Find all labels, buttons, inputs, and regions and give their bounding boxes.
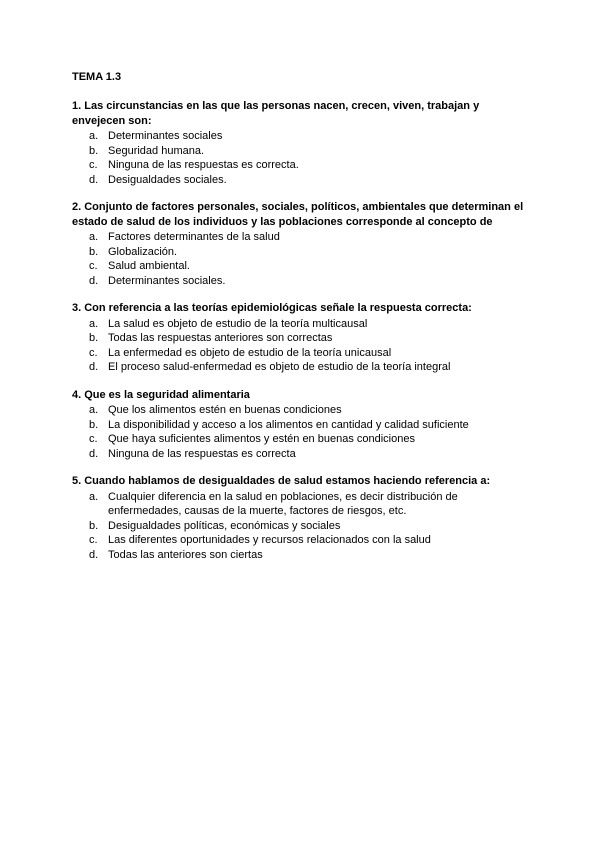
option-text: Las diferentes oportunidades y recursos relacionados con la salud — [108, 534, 431, 546]
question-text: 4. Que es la seguridad alimentaria — [72, 388, 250, 401]
question-text: 5. Cuando hablamos de desigualdades de salud estamos haciendo referencia a: — [72, 475, 491, 487]
option-text: Ninguna de las respuestas es correcta. — [108, 159, 299, 171]
question-2 — [72, 200, 532, 288]
option-item — [72, 447, 532, 462]
option-text: La salud es objeto de estudio de la teoría multicausal — [108, 317, 368, 330]
option-text: Globalización. — [108, 245, 178, 258]
option-letter: d. — [89, 361, 99, 373]
option-item — [72, 331, 532, 346]
question-text: 3. Con referencia a las teorías epidemiológicas señale la respuesta correcta: — [72, 302, 472, 314]
option-text: Determinantes sociales. — [108, 274, 226, 287]
option-item — [72, 360, 532, 375]
question-5 — [72, 474, 532, 562]
option-item — [72, 432, 532, 447]
option-item — [72, 158, 532, 173]
option-letter: b. — [89, 245, 99, 258]
question-text: 1. Las circunstancias en las que las personas nacen, crecen, viven, trabajan y envejecen son: — [72, 100, 480, 127]
option-item — [72, 245, 532, 260]
option-item — [72, 548, 532, 563]
option-list — [72, 490, 532, 563]
option-item — [72, 317, 532, 332]
option-letter: b. — [89, 144, 99, 157]
option-text: Salud ambiental. — [108, 260, 190, 272]
option-letter: a. — [89, 130, 99, 142]
option-item — [72, 129, 532, 144]
option-letter: c. — [89, 433, 98, 445]
option-list — [72, 403, 532, 461]
option-letter: b. — [89, 519, 99, 532]
option-text: Seguridad humana. — [108, 144, 205, 157]
option-item — [72, 533, 532, 548]
option-item — [72, 346, 532, 361]
option-letter: b. — [89, 418, 99, 431]
option-item — [72, 418, 532, 433]
option-text: El proceso salud-enfermedad es objeto de estudio de la teoría integral — [108, 361, 451, 373]
question-3 — [72, 301, 532, 375]
option-list — [72, 317, 532, 375]
option-letter: a. — [89, 490, 99, 503]
option-item — [72, 403, 532, 418]
option-text: Factores determinantes de la salud — [108, 231, 280, 243]
option-letter: d. — [89, 274, 99, 287]
option-list — [72, 129, 532, 187]
option-letter: d. — [89, 548, 99, 561]
option-item — [72, 144, 532, 159]
option-text: Que los alimentos estén en buenas condiciones — [108, 404, 342, 416]
document-page — [72, 70, 532, 575]
option-letter: a. — [89, 317, 99, 330]
option-letter: c. — [89, 534, 98, 546]
option-letter: d. — [89, 447, 99, 460]
option-text: Desigualdades políticas, económicas y sociales — [108, 519, 341, 532]
option-item — [72, 173, 532, 188]
option-text: Ninguna de las respuestas es correcta — [108, 447, 296, 460]
document-title: TEMA 1.3 — [72, 71, 122, 83]
option-text: La enfermedad es objeto de estudio de la teoría unicausal — [108, 346, 392, 359]
question-1 — [72, 99, 532, 187]
option-text: Cualquier diferencia en la salud en poblaciones, es decir distribución de enfermedades, causas de la muerte, factores de riesgos, etc. — [108, 490, 458, 517]
option-item — [72, 259, 532, 274]
option-text: Desigualdades sociales. — [108, 173, 227, 186]
option-letter: a. — [89, 404, 99, 416]
option-letter: c. — [89, 260, 98, 272]
option-letter: b. — [89, 332, 99, 344]
option-letter: c. — [89, 346, 98, 359]
option-text: Todas las anteriores son ciertas — [108, 548, 263, 561]
option-item — [72, 490, 532, 519]
option-letter: d. — [89, 173, 99, 186]
option-list — [72, 230, 532, 288]
option-item — [72, 230, 532, 245]
question-text: 2. Conjunto de factores personales, sociales, políticos, ambientales que determinan el estado de salud de los individuos y las poblaciones corresponde al concepto de — [72, 201, 524, 228]
option-item — [72, 519, 532, 534]
option-text: Que haya suficientes alimentos y estén en buenas condiciones — [108, 433, 415, 445]
option-item — [72, 274, 532, 289]
question-4 — [72, 388, 532, 462]
option-text: Todas las respuestas anteriores son correctas — [108, 332, 333, 344]
option-letter: a. — [89, 231, 99, 243]
option-text: Determinantes sociales — [108, 130, 223, 142]
option-letter: c. — [89, 159, 98, 171]
option-text: La disponibilidad y acceso a los alimentos en cantidad y calidad suficiente — [108, 418, 469, 431]
